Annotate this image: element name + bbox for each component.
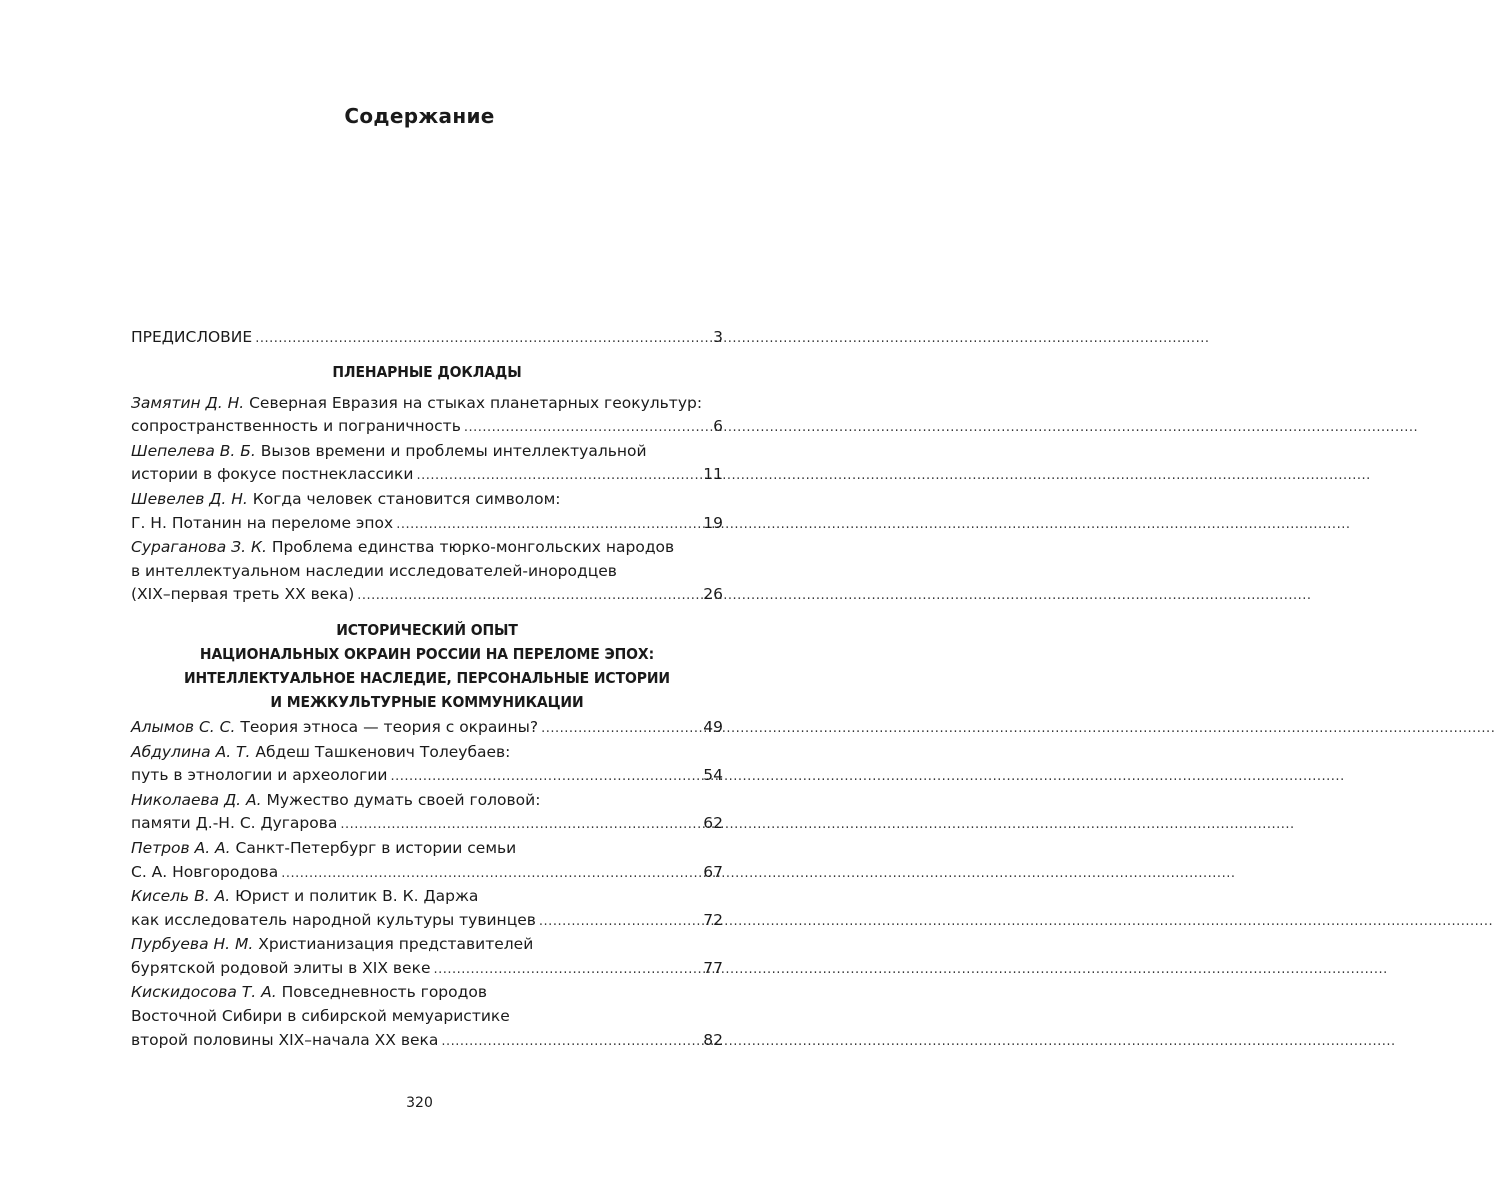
entry-title-line: в интеллектуальном наследии исследователей-инородцев	[131, 561, 617, 580]
entry-title-line: бурятской родовой элиты в XIX веке	[131, 958, 431, 977]
page-title: Содержание	[344, 104, 495, 128]
page-ref: 77	[703, 958, 723, 977]
entry-title-line: как исследователь народной культуры тувинцев	[131, 910, 536, 929]
entry-title-line: Вызов времени и проблемы интеллектуальной	[260, 441, 647, 460]
dot-leader	[390, 765, 700, 789]
entry-line	[131, 440, 723, 464]
entry-line	[131, 933, 723, 957]
entry-line	[131, 536, 723, 560]
dot-leader	[539, 910, 700, 934]
entry-author: Алымов С. С.	[131, 717, 236, 736]
page-ref: 49	[703, 717, 723, 736]
entry-title-line: сопространственность и пограничность	[131, 417, 461, 436]
toc-entry[interactable]	[131, 741, 723, 789]
entry-title-line: Когда человек становится символом:	[252, 489, 561, 508]
entry-title-line: путь в этнологии и археологии	[131, 766, 388, 785]
entry-author: Замятин Д. Н.	[131, 393, 245, 412]
entry-title-line: Христианизация представителей	[253, 935, 534, 954]
preface-label: ПРЕДИСЛОВИЕ	[131, 328, 253, 346]
entry-title-line: истории в фокусе постнеклассики	[131, 465, 414, 484]
entry-line	[131, 560, 723, 584]
entry-title-line: (XIX–первая треть XX века)	[131, 585, 355, 604]
table-of-contents	[131, 326, 723, 1053]
entry-line	[131, 885, 723, 909]
page-ref: 72	[703, 910, 723, 929]
entry-line	[131, 837, 723, 861]
dot-leader	[417, 464, 701, 488]
entry-line	[131, 1005, 723, 1029]
section-heading-line: ИНТЕЛЛЕКТУАЛЬНОЕ НАСЛЕДИЕ, ПЕРСОНАЛЬНЫЕ ИСТОРИИ	[183, 668, 670, 687]
entry-last-line	[131, 716, 723, 741]
entry-author: Абдулина А. Т.	[131, 742, 251, 761]
entry-title-line: Г. Н. Потанин на переломе эпох	[131, 513, 394, 532]
toc-entry[interactable]	[131, 488, 723, 536]
toc-entry[interactable]	[131, 981, 723, 1053]
entry-author: Николаева Д. А.	[131, 790, 262, 809]
entry-title-line: Юрист и политик В. К. Даржа	[235, 887, 479, 906]
entry-title-line: Мужество думать своей головой:	[266, 790, 541, 809]
entry-title-line: С. А. Новгородова	[131, 862, 279, 881]
entry-last-line	[131, 764, 723, 789]
toc-entry[interactable]	[131, 440, 723, 488]
page-ref: 62	[703, 814, 723, 833]
toc-entry[interactable]	[131, 789, 723, 837]
section-heading-historical-experience	[131, 618, 723, 714]
dot-leader	[441, 1030, 700, 1054]
toc-entry[interactable]	[131, 536, 723, 608]
entry-title-line: Северная Евразия на стыках планетарных геокультур:	[249, 393, 703, 412]
entry-author: Шепелева В. Б.	[131, 441, 256, 460]
section-heading-plenary	[131, 360, 723, 384]
entry-title-line: памяти Д.-Н. С. Дугарова	[131, 814, 338, 833]
dot-leader	[396, 513, 700, 537]
entry-author: Петров А. А.	[131, 838, 231, 857]
toc-entry[interactable]	[131, 716, 723, 741]
entry-title-line: Теория этноса — теория с окраины?	[240, 717, 539, 736]
entry-last-line	[131, 1029, 723, 1054]
dot-leader	[541, 717, 700, 741]
entry-last-line	[131, 463, 723, 488]
section-heading-line: НАЦИОНАЛЬНЫХ ОКРАИН РОССИИ НА ПЕРЕЛОМЕ ЭПОХ:	[199, 644, 655, 663]
entry-author: Пурбуева Н. М.	[131, 935, 254, 954]
entry-line	[131, 392, 723, 416]
page-ref: 82	[703, 1030, 723, 1049]
entry-author: Кисель В. А.	[131, 887, 231, 906]
page-ref: 26	[703, 585, 723, 604]
entry-line	[131, 488, 723, 512]
entry-title-line: Восточной Сибири в сибирской мемуаристике	[131, 1007, 510, 1026]
toc-entry[interactable]	[131, 392, 723, 440]
entry-last-line	[131, 909, 723, 934]
entry-title-line: Повседневность городов	[281, 983, 487, 1002]
toc-entry-preface[interactable]	[131, 326, 723, 351]
entry-author: Шевелев Д. Н.	[131, 489, 248, 508]
dot-leader	[464, 416, 710, 440]
dot-leader	[433, 958, 700, 982]
page-ref: 19	[703, 513, 723, 532]
entry-title-line: Абдеш Ташкенович Толеубаев:	[255, 742, 511, 761]
entry-last-line	[131, 583, 723, 608]
toc-entry[interactable]	[131, 885, 723, 933]
dot-leader	[340, 813, 700, 837]
dot-leader	[255, 327, 710, 351]
page-ref: 6	[713, 417, 723, 436]
entry-last-line	[131, 957, 723, 982]
entry-last-line	[131, 415, 723, 440]
page-ref: 11	[703, 465, 723, 484]
entry-last-line	[131, 812, 723, 837]
entry-line	[131, 741, 723, 765]
entry-author: Кискидосова Т. А.	[131, 983, 277, 1002]
page-number: 320	[406, 1095, 433, 1111]
toc-entry[interactable]	[131, 933, 723, 981]
entry-title-line: Санкт-Петербург в истории семьи	[235, 838, 517, 857]
entry-author: Сураганова З. К.	[131, 538, 267, 557]
entry-line	[131, 789, 723, 813]
page-ref: 3	[713, 328, 723, 346]
dot-leader	[357, 584, 700, 608]
entry-title-line: второй половины XIX–начала XX века	[131, 1030, 439, 1049]
entry-title-line: Проблема единства тюрко-монгольских народов	[271, 538, 675, 557]
section-heading-line: ПЛЕНАРНЫЕ ДОКЛАДЫ	[332, 362, 522, 381]
dot-leader	[281, 862, 700, 886]
section-heading-line: ИСТОРИЧЕСКИЙ ОПЫТ	[336, 620, 518, 639]
entry-first-line	[131, 716, 538, 740]
toc-entry[interactable]	[131, 837, 723, 885]
entry-last-line	[131, 512, 723, 537]
page-ref: 54	[703, 766, 723, 785]
entry-line	[131, 981, 723, 1005]
page-ref: 67	[703, 862, 723, 881]
section-heading-line: И МЕЖКУЛЬТУРНЫЕ КОММУНИКАЦИИ	[270, 692, 584, 711]
entry-last-line	[131, 861, 723, 886]
